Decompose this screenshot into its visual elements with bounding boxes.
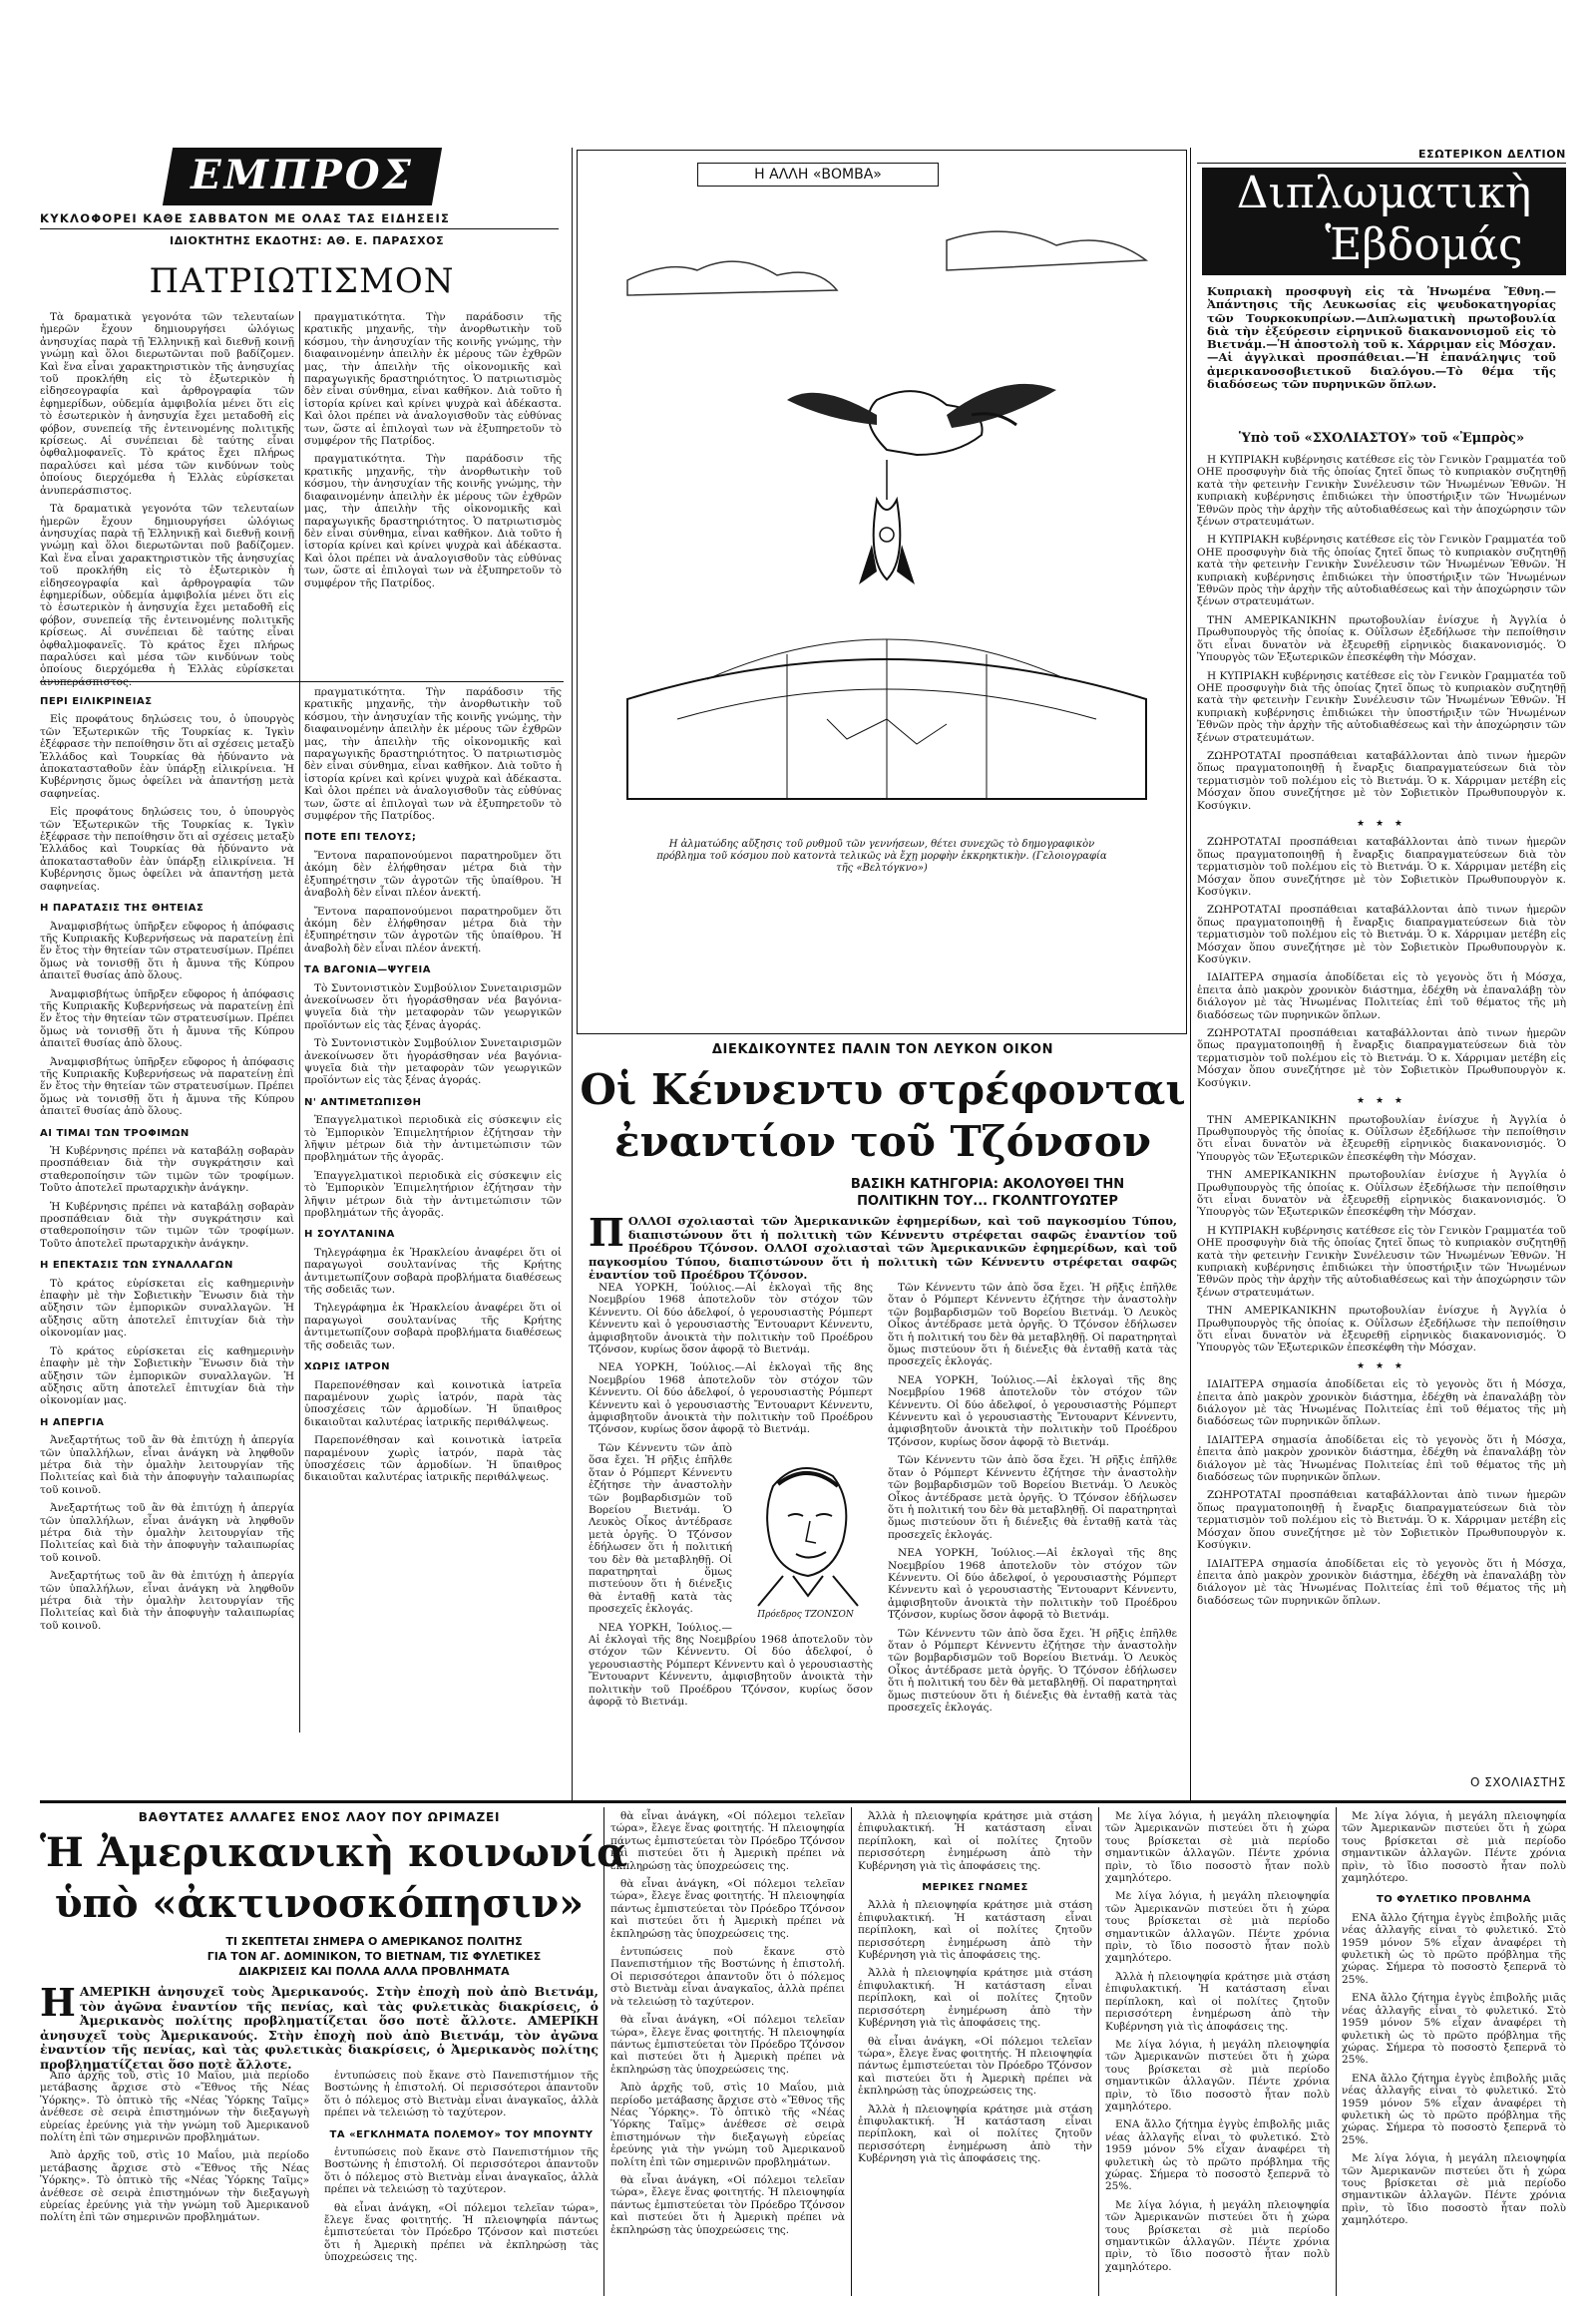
kennedy-headline-1: Οἱ Κέννεντυ στρέφονται xyxy=(580,1065,1186,1114)
mid-briefs-column xyxy=(304,686,562,1733)
kennedy-lead xyxy=(589,1210,1177,1282)
brief-text-4b: Τὸ κράτος εὑρίσκεται εἰς καθημερινὴν ἐπαφὴν μὲ τὴν Σοβιετικὴν Ἕνωσιν διὰ τὴν αὔξησιν τῶν ἐμπορικῶν συναλλαγῶν. Ἡ αὔξησις αὕτη ἀποτελεῖ ἐπιτυχίαν διὰ τὴν οἰκονομίαν μας. xyxy=(40,1344,294,1407)
diplomatic-p2b: ΖΩΗΡΟΤΑΤΑΙ προσπάθειαι καταβάλλονται ἀπὸ τινων ἡμερῶν ὅπως πραγματοποιηθῇ ἡ ἔναρξις διαπραγματεύσεων διὰ τὸν τερματισμὸν τοῦ πολέμου εἰς τὸ Βιετνάμ. Ὁ κ. Χάρριμαν μετέβη εἰς Μόσχαν ὅπου συνεζήτησε μὲ τὸν Σοβιετικὸν Πρωθυπουργὸν κ. Κοσύγκιν. xyxy=(1197,904,1566,966)
kennedy-headline-2: ἐναντίον τοῦ Τζόνσον xyxy=(614,1117,1151,1166)
brief-head-3: ΑΙ ΤΙΜΑΙ ΤΩΝ ΤΡΟΦΙΜΩΝ xyxy=(40,1127,190,1139)
brief-head-2: Η ΠΑΡΑΤΑΣΙΣ ΤΗΣ ΘΗΤΕΙΑΣ xyxy=(40,903,204,915)
america-text-5d: Με λίγα λόγια, ἡ μεγάλη πλειοψηφία τῶν Ἀμερικανῶν πιστεύει ὅτι ἡ χώρα τους βρίσκεται σὲ μιὰ περίοδο σημαντικῶν ἀλλαγῶν. Πέντε χρόνια πρὶν, τὸ ἴδιο ποσοστὸ ἦταν πολὺ χαμηλότερο. xyxy=(1105,2038,1330,2112)
kennedy-text-2b: ΝΕΑ ΥΟΡΚΗ, Ἰούλιος.—Αἱ ἐκλογαὶ τῆς 8ης Νοεμβρίου 1968 ἀποτελοῦν τὸν στόχον τῶν Κέννεντυ. Οἱ δύο ἀδελφοί, ὁ γερουσιαστὴς Ρόμπερτ Κέννεντυ καὶ ὁ γερουσιαστὴς Ἔντουαρντ Κέννεντυ, ἀμφισβητοῦν ἀνοικτὰ τὴν πολιτικὴν τοῦ Προέδρου Τζόνσον, κυρίως ὅσον ἀφορᾷ τὸ Βιετνάμ. xyxy=(888,1373,1177,1448)
portrait-caption: Πρόεδρος ΤΖΟΝΣΟΝ xyxy=(757,1610,854,1621)
america-text-4d: θὰ εἶναι ἀνάγκη, «Οἱ πόλεμοι τελεῖαν τώρα», ἔλεγε ἕνας φοιτητής. Ἡ πλειοψηφία πάντως ἐμπιστεύεται τὸν Πρόεδρο Τζόνσον καὶ πιστεύει ὅτι ἡ Ἀμερικὴ πρέπει νὰ ἐκπληρώσῃ τὰς ὑποχρεώσεις της. xyxy=(858,2035,1092,2098)
cartoon-drawing xyxy=(588,200,1174,819)
america-text-2: ἐντυπώσεις ποὺ ἔκανε στὸ Πανεπιστήμιον τῆς Βοστώνης ἡ ἐπιστολή. Οἱ περισσότεροι ἀπαντοῦν ὅτι ὁ πόλεμος στὸ Βιετνὰμ εἶναι ἀναγκαῖος, ἀλλὰ πρέπει νὰ τελειώσῃ τὸ ταχύτερον. xyxy=(324,2070,598,2119)
kennedy-text-2c: Τῶν Κέννεντυ τῶν ἀπὸ ὅσα ἔχει. Ἡ ρῆξις ἐπῆλθε ὅταν ὁ Ρόμπερτ Κέννεντυ ἐζήτησε τὴν ἀναστολὴν τῶν βομβαρδισμῶν τοῦ Βορείου Βιετνάμ. Ὁ Λευκὸς Οἶκος ἀντέδρασε μετὰ ὀργῆς. Ὁ Τζόνσον ἐδήλωσεν ὅτι ἡ πολιτική του δὲν θὰ μεταβληθῇ. Οἱ παρατηρηταὶ ὅμως πιστεύουν ὅτι ἡ διένεξις θὰ ἐνταθῇ κατὰ τὰς προσεχεῖς ἐκλογάς. xyxy=(888,1454,1177,1541)
america-text-3b: θὰ εἶναι ἀνάγκη, «Οἱ πόλεμοι τελεῖαν τώρα», ἔλεγε ἕνας φοιτητής. Ἡ πλειοψηφία πάντως ἐμπιστεύεται τὸν Πρόεδρο Τζόνσον καὶ πιστεύει ὅτι ἡ Ἀμερικὴ πρέπει νὰ ἐκπληρώσῃ τὰς ὑποχρεώσεις της. xyxy=(610,1878,845,1940)
diplomatic-p4b: ΙΔΙΑΙΤΕΡΑ σημασία ἀποδίδεται εἰς τὸ γεγονὸς ὅτι ἡ Μόσχα, ἐπειτα ἀπὸ μακρὸν χρονικὸν διάστημα, ἐδέχθη νὰ ἐπαναλάβῃ τὸν διάλογον μὲ τὰς Ἡνωμένας Πολιτείας ἐπὶ τοῦ θέματος τῆς μὴ διαδόσεως τῶν πυρηνικῶν ὅπλων. xyxy=(1197,1433,1566,1484)
kennedy-dropcap: Π xyxy=(589,1210,624,1255)
america-text-5: Με λίγα λόγια, ἡ μεγάλη πλειοψηφία τῶν Ἀμερικανῶν πιστεύει ὅτι ἡ χώρα τους βρίσκεται σὲ μιὰ περίοδο σημαντικῶν ἀλλαγῶν. Πέντε χρόνια πρὶν, τὸ ἴδιο ποσοστὸ ἦταν πολὺ χαμηλότερο. xyxy=(1105,1810,1330,1885)
america-subhead-1: ΤΙ ΣΚΕΠΤΕΤΑΙ ΣΗΜΕΡΑ Ο ΑΜΕΡΙΚΑΝΟΣ ΠΟΛΙΤΗΣ xyxy=(225,1935,523,1948)
editorial-col-2 xyxy=(304,311,562,675)
mid-brief-head-4: Η ΣΟΥΛΤΑΝΙΝΑ xyxy=(304,1229,395,1241)
america-dropcap: Η xyxy=(40,1980,76,2025)
mid-brief-text-1b: Ἔντονα παραπονούμενοι παρατηροῦμεν ὅτι ἀκόμη δὲν ἐλήφθησαν μέτρα διὰ τὴν ἐξυπηρέτησιν τῶν ἀγροτῶν τῆς ὑπαίθρου. Ἡ ἀναβολὴ δὲν εἶναι πλέον ἀνεκτή. xyxy=(304,905,562,955)
america-text-3c: ἐντυπώσεις ποὺ ἔκανε στὸ Πανεπιστήμιον τῆς Βοστώνης ἡ ἐπιστολή. Οἱ περισσότεροι ἀπαντοῦν ὅτι ὁ πόλεμος στὸ Βιετνὰμ εἶναι ἀναγκαῖος, ἀλλὰ πρέπει νὰ τελειώσῃ τὸ ταχύτερον. xyxy=(610,1946,845,2008)
brief-text-4: Τὸ κράτος εὑρίσκεται εἰς καθημερινὴν ἐπαφὴν μὲ τὴν Σοβιετικὴν Ἕνωσιν διὰ τὴν αὔξησιν τῶν ἐμπορικῶν συναλλαγῶν. Ἡ αὔξησις αὕτη ἀποτελεῖ ἐπιτυχίαν διὰ τὴν οἰκονομίαν μας. xyxy=(40,1277,294,1340)
editorial-text-1b: Τὰ δραματικὰ γεγονότα τῶν τελευταίων ἡμερῶν ἔχουν δημιουργήσει ὡλόγιως ἀνησυχίας παρὰ τῇ Ἑλληνικῇ καὶ διεθνῇ κοινῇ γνώμῃ καὶ ὅλοι διερωτῶνται ποῦ βαδίζομεν. Καὶ ἕνα εἶναι χαρακτηριστικὸν τῆς ἀνησυχίας τοῦ προκλήθη εἰς τὸ ἐξωτερικὸν ἡ εἰδησεογραφία καὶ ἀρθρογραφία τῶν ἐφημερίδων, οὐδεμία ἀμφιβολία μένει ὅτι εἰς τὸ ἐσωτερικὸν ἡ ἀνησυχία ἔχει μεταδοθῆ εἰς φόβον, συνεπείᾳ τῆς ἐντεινομένης πολιτικῆς κρίσεως. Αἱ συνέπειαι δὲ ταύτης εἶναι ὀφθαλμοφανεῖς. Τὸ κράτος ἔχει πλήρως παραλύσει καὶ μέσα τῶν κινδύνων τοὺς ὁποίους διερχόμεθα ἡ Ἑλλὰς εὑρίσκεται ἀνυπεράσπιστος. xyxy=(40,503,294,688)
brief-text-2: Ἀναμφισβήτως ὑπῆρξεν εὔφορος ἡ ἀπόφασις τῆς Κυπριακῆς Κυβερνήσεως νὰ παρατείνῃ ἐπὶ ἕν ἔτος τὴν θητείαν τῶν στρατευσίμων. Πρέπει ὅμως νὰ τονισθῇ ὅτι ἡ ἄμυνα τῆς Κύπρου ἀπαιτεῖ θυσίας ἀπὸ ὅλους. xyxy=(40,920,294,982)
diplomatic-p3c: Η ΚΥΠΡΙΑΚΗ κυβέρνησις κατέθεσε εἰς τὸν Γενικὸν Γραμματέα τοῦ ΟΗΕ προσφυγὴν διὰ τῆς ὁποίας ζητεῖ ὅπως τὸ κυπριακὸν συζητηθῇ κατὰ τὴν φετεινὴν Γενικὴν Συνέλευσιν τῶν Ἡνωμένων Ἐθνῶν. Ἡ κυπριακὴ κυβέρνησις ἐπιδιώκει τὴν ὑποστήριξιν τῶν Ἡνωμένων Ἐθνῶν πρὸς τὴν ἀρχὴν τῆς αὐτοδιαθέσεως καὶ τὴν ἀποχώρησιν τῶν ξένων στρατευμάτων. xyxy=(1197,1224,1566,1299)
america-col2-head: ΤΑ «ΕΓΚΛΗΜΑΤΑ ΠΟΛΕΜΟΥ» ΤΟΥ ΜΠΟΥΝΤΥ xyxy=(329,2128,594,2140)
kennedy-text-2e: Τῶν Κέννεντυ τῶν ἀπὸ ὅσα ἔχει. Ἡ ρῆξις ἐπῆλθε ὅταν ὁ Ρόμπερτ Κέννεντυ ἐζήτησε τὴν ἀναστολὴν τῶν βομβαρδισμῶν τοῦ Βορείου Βιετνάμ. Ὁ Λευκὸς Οἶκος ἀντέδρασε μετὰ ὀργῆς. Ὁ Τζόνσον ἐδήλωσεν ὅτι ἡ πολιτική του δὲν θὰ μεταβληθῇ. Οἱ παρατηρηταὶ ὅμως πιστεύουν ὅτι ἡ διένεξις θὰ ἐνταθῇ κατὰ τὰς προσεχεῖς ἐκλογάς. xyxy=(888,1627,1177,1714)
editorial-text-2b: πραγματικότητα. Τὴν παράδοσιν τῆς κρατικῆς μηχανῆς, τὴν ἀνορθωτικὴν τοῦ κόσμου, τὴν ἀνησυχίαν τῆς κοινῆς γνώμης, τὴν διαφαινομένην ἀπειλὴν ἐκ μέρους τῶν ἐχθρῶν μας, τὴν ἀπειλὴν τῆς οἰκονομικῆς καὶ παραγωγικῆς δραστηριότητος. Ὁ πατριωτισμὸς δὲν εἶναι σύνθημα, εἶναι καθῆκον. Διὰ τοῦτο ἡ ἰστορία κρίνει καὶ κρίνει ψυχρὰ καὶ ἀδέκαστα. Καὶ ὁλοι πρέπει νὰ ἀναλογισθοῦν τὰς εὐθύνας των, ὥστε αἱ ἐπιλογαὶ των νὰ ἐξυπηρετοῦν τὸ συμφέρον τῆς Πατρίδος. xyxy=(304,453,562,589)
brief-text-1: Εἰς προφάτους δηλώσεις του, ὁ ὑπουργὸς τῶν Ἐξωτερικῶν τῆς Τουρκίας κ. Ἰγκὶν ἐξέφρασε τὴν πεποίθησιν ὅτι αἱ σχέσεις μεταξὺ Ἑλλάδος καὶ Τουρκίας θὰ ἠδύναντο νὰ ἀποκατασταθοῦν ἐὰν ὑπάρξῃ εἰλικρίνεια. Ἡ Κυβέρνησις ὅμως ὀφείλει νὰ ἀπαντήσῃ μετὰ σαφηνείας. xyxy=(40,713,294,800)
america-text-4e: Ἀλλὰ ἡ πλειοψηφία κράτησε μιὰ στάση ἐπιφυλακτική. Ἡ κατάσταση εἶναι περίπλοκη, καὶ οἱ πολίτες ζητοῦν περισσότερη ἐνημέρωση ἀπὸ τὴν Κυβέρνηση γιὰ τὶς ἀποφάσεις της. xyxy=(858,2103,1092,2165)
kennedy-kicker: ΔΙΕΚΔΙΚΟΥΝΤΕΣ ΠΑΛΙΝ ΤΟΝ ΛΕΥΚΟΝ ΟΙΚΟΝ xyxy=(711,1042,1054,1057)
diplomatic-p3b: ΤΗΝ ΑΜΕΡΙΚΑΝΙΚΗΝ πρωτοβουλίαν ἐνίσχυε ἡ Ἀγγλία ὁ Πρωθυπουργὸς τῆς ὁποίας κ. Οὐΐλσων ἐξεδήλωσε τὴν πεποίθησιν ὅτι εἶναι δυνατὸν νὰ ἐξευρεθῇ εἰρηνικὸς διακανονισμός. Ὁ Ὑπουργὸς τῶν Ἐξωτερικῶν ἐπεσκέφθη τὴν Μόσχαν. xyxy=(1197,1169,1566,1219)
brief-text-2c: Ἀναμφισβήτως ὑπῆρξεν εὔφορος ἡ ἀπόφασις τῆς Κυπριακῆς Κυβερνήσεως νὰ παρατείνῃ ἐπὶ ἕν ἔτος τὴν θητείαν τῶν στρατευσίμων. Πρέπει ὅμως νὰ τονισθῇ ὅτι ἡ ἄμυνα τῆς Κύπρου ἀπαιτεῖ θυσίας ἀπὸ ὅλους. xyxy=(40,1055,294,1118)
america-text-2c: θὰ εἶναι ἀνάγκη, «Οἱ πόλεμοι τελεῖαν τώρα», ἔλεγε ἕνας φοιτητής. Ἡ πλειοψηφία πάντως ἐμπιστεύεται τὸν Πρόεδρο Τζόνσον καὶ πιστεύει ὅτι ἡ Ἀμερικὴ πρέπει νὰ ἐκπληρώσῃ τὰς ὑποχρεώσεις της. xyxy=(324,2201,598,2264)
diplomatic-title-2: Ἑβδομάς xyxy=(1325,219,1523,270)
kennedy-col-2 xyxy=(888,1282,1177,1800)
separator-stars-2: ★ ★ ★ xyxy=(1357,1096,1406,1107)
diplomatic-p4: ΙΔΙΑΙΤΕΡΑ σημασία ἀποδίδεται εἰς τὸ γεγονὸς ὅτι ἡ Μόσχα, ἐπειτα ἀπὸ μακρὸν χρονικὸν διάστημα, ἐδέχθη νὰ ἐπαναλάβῃ τὸν διάλογον μὲ τὰς Ἡνωμένας Πολιτείας ἐπὶ τοῦ θέματος τῆς μὴ διαδόσεως τῶν πυρηνικῶν ὅπλων. xyxy=(1197,1378,1566,1428)
kennedy-text-1d: ΝΕΑ ΥΟΡΚΗ, Ἰούλιος.—Αἱ ἐκλογαὶ τῆς 8ης Νοεμβρίου 1968 ἀποτελοῦν τὸν στόχον τῶν Κέννεντυ. Οἱ δύο ἀδελφοί, ὁ γερουσιαστὴς Ρόμπερτ Κέννεντυ καὶ ὁ γερουσιαστὴς Ἔντουαρντ Κέννεντυ, ἀμφισβητοῦν ἀνοικτὰ τὴν πολιτικὴν τοῦ Προέδρου Τζόνσον, κυρίως ὅσον ἀφορᾷ τὸ Βιετνάμ. xyxy=(589,1621,873,1708)
diplomatic-p3: ΤΗΝ ΑΜΕΡΙΚΑΝΙΚΗΝ πρωτοβουλίαν ἐνίσχυε ἡ Ἀγγλία ὁ Πρωθυπουργὸς τῆς ὁποίας κ. Οὐΐλσων ἐξεδήλωσε τὴν πεποίθησιν ὅτι εἶναι δυνατὸν νὰ ἐξευρεθῇ εἰρηνικὸς διακανονισμός. Ὁ Ὑπουργὸς τῶν Ἐξωτερικῶν ἐπεσκέφθη τὴν Μόσχαν. xyxy=(1197,1113,1566,1163)
diplomatic-p1e: ΖΩΗΡΟΤΑΤΑΙ προσπάθειαι καταβάλλονται ἀπὸ τινων ἡμερῶν ὅπως πραγματοποιηθῇ ἡ ἔναρξις διαπραγματεύσεων διὰ τὸν τερματισμὸν τοῦ πολέμου εἰς τὸ Βιετνάμ. Ὁ κ. Χάρριμαν μετέβη εἰς Μόσχαν ὅπου συνεζήτησε μὲ τὸν Σοβιετικὸν Πρωθυπουργὸν κ. Κοσύγκιν. xyxy=(1197,749,1566,812)
america-subhead-3: ΔΙΑΚΡΙΣΕΙΣ ΚΑΙ ΠΟΛΛΑ ΑΛΛΑ ΠΡΟΒΛΗΜΑΤΑ xyxy=(238,1965,510,1978)
america-col-4 xyxy=(858,1810,1092,2294)
brief-text-1b: Εἰς προφάτους δηλώσεις του, ὁ ὑπουργὸς τῶν Ἐξωτερικῶν τῆς Τουρκίας κ. Ἰγκὶν ἐξέφρασε τὴν πεποίθησιν ὅτι αἱ σχέσεις μεταξὺ Ἑλλάδος καὶ Τουρκίας θὰ ἠδύναντο νὰ ἀποκατασταθοῦν ἐὰν ὑπάρξῃ εἰλικρίνεια. Ἡ Κυβέρνησις ὅμως ὀφείλει νὰ ἀπαντήσῃ μετὰ σαφηνείας. xyxy=(40,806,294,893)
mid-brief-head-1: ΠΟΤΕ ΕΠΙ ΤΕΛΟΥΣ; xyxy=(304,832,417,844)
america-col-2 xyxy=(324,2070,598,2294)
america-lead-text: ΑΜΕΡΙΚΗ ἀνησυχεῖ τοὺς Ἀμερικανούς. Στὴν ἐποχὴ ποὺ ἀπὸ Βιετνάμ, τὸν ἀγῶνα ἐναντίον τῆς πενίας, καὶ τὰς φυλετικὰς διακρίσεις, ὁ Ἀμερικανὸς πολίτης προβληματίζεται ὅσο ποτὲ ἄλλοτε. xyxy=(79,1984,598,2028)
mid-brief-head-3: Ν' ΑΝΤΙΜΕΤΩΠΙΣΘΗ xyxy=(304,1096,422,1108)
masthead-publisher: ΙΔΙΟΚΤΗΤΗΣ ΕΚΔΟΤΗΣ: ΑΘ. Ε. ΠΑΡΑΣΧΟΣ xyxy=(170,234,445,247)
johnson-portrait-drawing xyxy=(738,1446,873,1606)
diplomatic-p1b: Η ΚΥΠΡΙΑΚΗ κυβέρνησις κατέθεσε εἰς τὸν Γενικὸν Γραμματέα τοῦ ΟΗΕ προσφυγὴν διὰ τῆς ὁποίας ζητεῖ ὅπως τὸ κυπριακὸν συζητηθῇ κατὰ τὴν φετεινὴν Γενικὴν Συνέλευσιν τῶν Ἡνωμένων Ἐθνῶν. Ἡ κυπριακὴ κυβέρνησις ἐπιδιώκει τὴν ὑποστήριξιν τῶν Ἡνωμένων Ἐθνῶν πρὸς τὴν ἀρχὴν τῆς αὐτοδιαθέσεως καὶ τὴν ἀποχώρησιν τῶν ξένων στρατευμάτων. xyxy=(1197,534,1566,608)
america-text-3e: Ἀπὸ ἀρχῆς τοῦ, στὶς 10 Μαΐου, μιὰ περίοδο μετάβασης ἄρχισε στὸ «Ἔθνος τῆς Νέας Ὑόρκης». Τὸ ὀπτικὸ τῆς «Νέας Ὑόρκης Ταῖμς» ἀνέθεσε σὲ σειρὰ ἐπιστημόνων τὴν διεξαγωγὴ εὐρείας ἐρεύνης γιὰ τὴν γνώμη τοῦ Ἀμερικανοῦ πολίτη ἐπὶ τῶν σημερινῶν προβλημάτων. xyxy=(610,2082,845,2168)
mid-brief-text-4b: Τηλεγράφημα ἐκ Ἡρακλείου ἀναφέρει ὅτι οἱ παραγωγοὶ σουλτανίνας τῆς Κρήτης ἀντιμετωπίζουν σοβαρὰ προβλήματα διαθέσεως τῆς σοδειᾶς των. xyxy=(304,1302,562,1351)
america-text-4: Ἀλλὰ ἡ πλειοψηφία κράτησε μιὰ στάση ἐπιφυλακτική. Ἡ κατάσταση εἶναι περίπλοκη, καὶ οἱ πολίτες ζητοῦν περισσότερη ἐνημέρωση ἀπὸ τὴν Κυβέρνηση γιὰ τὶς ἀποφάσεις της. xyxy=(858,1810,1092,1872)
kennedy-col-1 xyxy=(589,1282,873,1800)
america-text-5c: Ἀλλὰ ἡ πλειοψηφία κράτησε μιὰ στάση ἐπιφυλακτική. Ἡ κατάσταση εἶναι περίπλοκη, καὶ οἱ πολίτες ζητοῦν περισσότερη ἐνημέρωση ἀπὸ τὴν Κυβέρνηση γιὰ τὶς ἀποφάσεις της. xyxy=(1105,1970,1330,2033)
diplomatic-p1c: ΤΗΝ ΑΜΕΡΙΚΑΝΙΚΗΝ πρωτοβουλίαν ἐνίσχυε ἡ Ἀγγλία ὁ Πρωθυπουργὸς τῆς ὁποίας κ. Οὐΐλσων ἐξεδήλωσε τὴν πεποίθησιν ὅτι εἶναι δυνατὸν νὰ ἐξευρεθῇ εἰρηνικὸς διακανονισμός. Ὁ Ὑπουργὸς τῶν Ἐξωτερικῶν ἐπεσκέφθη τὴν Μόσχαν. xyxy=(1197,613,1566,664)
diplomatic-p3d: ΤΗΝ ΑΜΕΡΙΚΑΝΙΚΗΝ πρωτοβουλίαν ἐνίσχυε ἡ Ἀγγλία ὁ Πρωθυπουργὸς τῆς ὁποίας κ. Οὐΐλσων ἐξεδήλωσε τὴν πεποίθησιν ὅτι εἶναι δυνατὸν νὰ ἐξευρεθῇ εἰρηνικὸς διακανονισμός. Ὁ Ὑπουργὸς τῶν Ἐξωτερικῶν ἐπεσκέφθη τὴν Μόσχαν. xyxy=(1197,1305,1566,1354)
editorial-text-1: Τὰ δραματικὰ γεγονότα τῶν τελευταίων ἡμερῶν ἔχουν δημιουργήσει ὡλόγιως ἀνησυχίας παρὰ τῇ Ἑλληνικῇ καὶ διεθνῇ κοινῇ γνώμῃ καὶ ὅλοι διερωτῶνται ποῦ βαδίζομεν. Καὶ ἕνα εἶναι χαρακτηριστικὸν τῆς ἀνησυχίας τοῦ προκλήθη εἰς τὸ ἐξωτερικὸν ἡ εἰδησεογραφία καὶ ἀρθρογραφία τῶν ἐφημερίδων, οὐδεμία ἀμφιβολία μένει ὅτι εἰς τὸ ἐσωτερικὸν ἡ ἀνησυχία ἔχει μεταδοθῆ εἰς φόβον, συνεπείᾳ τῆς ἐντεινομένης πολιτικῆς κρίσεως. Αἱ συνέπειαι δὲ ταύτης εἶναι ὀφθαλμοφανεῖς. Τὸ κράτος ἔχει πλήρως παραλύσει καὶ μέσα τῶν κινδύνων τοὺς ὁποίους διερχόμεθα ἡ Ἑλλὰς εὑρίσκεται ἀνυπεράσπιστος. xyxy=(40,311,294,497)
mid-brief-text-2b: Τὸ Συντονιστικὸν Συμβούλιον Συνεταιρισμῶν ἀνεκοίνωσεν ὅτι ἠγοράσθησαν νέα βαγόνια-ψυγεῖα διὰ τὴν μεταφορὰν τῶν γεωργικῶν προϊόντων εἰς τὰς ξένας ἀγοράς. xyxy=(304,1037,562,1087)
america-text-3: θὰ εἶναι ἀνάγκη, «Οἱ πόλεμοι τελεῖαν τώρα», ἔλεγε ἕνας φοιτητής. Ἡ πλειοψηφία πάντως ἐμπιστεύεται τὸν Πρόεδρο Τζόνσον καὶ πιστεύει ὅτι ἡ Ἀμερικὴ πρέπει νὰ ἐκπληρώσῃ τὰς ὑποχρεώσεις της. xyxy=(610,1810,845,1872)
masthead-logo-text: ΕΜΠΡΟΣ xyxy=(191,152,414,198)
america-text-6b: ΕΝΑ ἄλλο ζήτημα ἐγγὺς ἐπιβολῆς μιᾶς νέας ἀλλαγῆς εἶναι τὸ φυλετικό. Στὸ 1959 μόνον 5% εἶχαν ἀναφέρει τὴ φυλετικὴ ὡς τὸ πρῶτο πρόβλημα τῆς χώρας. Σήμερα τὸ ποσοστὸ ξεπερνᾶ τὸ 25%. xyxy=(1342,1992,1566,2067)
cartoon-label: Η ΑΛΛΗ «ΒΟΜΒΑ» xyxy=(697,163,939,187)
kennedy-text-2d: ΝΕΑ ΥΟΡΚΗ, Ἰούλιος.—Αἱ ἐκλογαὶ τῆς 8ης Νοεμβρίου 1968 ἀποτελοῦν τὸν στόχον τῶν Κέννεντυ. Οἱ δύο ἀδελφοί, ὁ γερουσιαστὴς Ρόμπερτ Κέννεντυ καὶ ὁ γερουσιαστὴς Ἔντουαρντ Κέννεντυ, ἀμφισβητοῦν ἀνοικτὰ τὴν πολιτικὴν τοῦ Προέδρου Τζόνσον, κυρίως ὅσον ἀφορᾷ τὸ Βιετνάμ. xyxy=(888,1547,1177,1622)
mid-brief-text-2: Τὸ Συντονιστικὸν Συμβούλιον Συνεταιρισμῶν ἀνεκοίνωσεν ὅτι ἠγοράσθησαν νέα βαγόνια-ψυγεῖα διὰ τὴν μεταφορὰν τῶν γεωργικῶν προϊόντων εἰς τὰς ξένας ἀγοράς. xyxy=(304,981,562,1031)
brief-head-1: ΠΕΡΙ ΕΙΛΙΚΡΙΝΕΙΑΣ xyxy=(40,696,153,707)
mid-brief-text-5b: Παρεπονέθησαν καὶ κοινοτικὰ ἰατρεῖα παραμένουν χωρὶς ἰατρόν, παρὰ τὰς ὑποσχέσεις τῶν ἁρμοδίων. Ἡ ὕπαιθρος δικαιοῦται καλυτέρας ἰατρικῆς περιθάλψεως. xyxy=(304,1434,562,1484)
editorial-text-2: πραγματικότητα. Τὴν παράδοσιν τῆς κρατικῆς μηχανῆς, τὴν ἀνορθωτικὴν τοῦ κόσμου, τὴν ἀνησυχίαν τῆς κοινῆς γνώμης, τὴν διαφαινομένην ἀπειλὴν ἐκ μέρους τῶν ἐχθρῶν μας, τὴν ἀπειλὴν τῆς οἰκονομικῆς καὶ παραγωγικῆς δραστηριότητος. Ὁ πατριωτισμὸς δὲν εἶναι σύνθημα, εἶναι καθῆκον. Διὰ τοῦτο ἡ ἰστορία κρίνει καὶ κρίνει ψυχρὰ καὶ ἀδέκαστα. Καὶ ὁλοι πρέπει νὰ ἀναλογισθοῦν τὰς εὐθύνας των, ὥστε αἱ ἐπιλογαὶ των νὰ ἐξυπηρετοῦν τὸ συμφέρον τῆς Πατρίδος. xyxy=(304,311,562,448)
brief-text-2b: Ἀναμφισβήτως ὑπῆρξεν εὔφορος ἡ ἀπόφασις τῆς Κυπριακῆς Κυβερνήσεως νὰ παρατείνῃ ἐπὶ ἕν ἔτος τὴν θητείαν τῶν στρατευσίμων. Πρέπει ὅμως νὰ τονισθῇ ὅτι ἡ ἄμυνα τῆς Κύπρου ἀπαιτεῖ θυσίας ἀπὸ ὅλους. xyxy=(40,987,294,1050)
brief-text-5: Ἀνεξαρτήτως τοῦ ἂν θὰ ἐπιτύχῃ ἡ ἀπεργία τῶν ὑπαλλήλων, εἶναι ἀνάγκη νὰ ληφθοῦν μέτρα διὰ τὴν ὁμαλὴν λειτουργίαν τῆς Πολιτείας καὶ διὰ τὴν ἀποφυγὴν ταλαιπωρίας τοῦ κοινοῦ. xyxy=(40,1434,294,1496)
diplomatic-title-1: Διπλωματικὴ xyxy=(1236,168,1532,218)
america-text-4b: Ἀλλὰ ἡ πλειοψηφία κράτησε μιὰ στάση ἐπιφυλακτική. Ἡ κατάσταση εἶναι περίπλοκη, καὶ οἱ πολίτες ζητοῦν περισσότερη ἐνημέρωση ἀπὸ τὴν Κυβέρνηση γιὰ τὶς ἀποφάσεις της. xyxy=(858,1899,1092,1962)
mid-brief-text-3b: Ἐπαγγελματικοὶ περιοδικὰ εἰς σύσκεψιν εἰς τὸ Ἐμπορικὸν Ἐπιμελητήριον ἐζήτησαν τὴν λῆψιν μέτρων διὰ τὴν ἀντιμετώπισιν τῶν προβλημάτων τῆς ἀγορᾶς. xyxy=(304,1169,562,1220)
separator-stars-1: ★ ★ ★ xyxy=(1357,818,1406,829)
america-headline-1: Ἡ Ἀμερικανικὴ κοινωνία xyxy=(40,1829,627,1876)
diplomatic-p2d: ΖΩΗΡΟΤΑΤΑΙ προσπάθειαι καταβάλλονται ἀπὸ τινων ἡμερῶν ὅπως πραγματοποιηθῇ ἡ ἔναρξις διαπραγματεύσεων διὰ τὸν τερματισμὸν τοῦ πολέμου εἰς τὸ Βιετνάμ. Ὁ κ. Χάρριμαν μετέβη εἰς Μόσχαν ὅπου συνεζήτησε μὲ τὸν Σοβιετικὸν Πρωθυπουργὸν κ. Κοσύγκιν. xyxy=(1197,1027,1566,1089)
brief-text-5b: Ἀνεξαρτήτως τοῦ ἂν θὰ ἐπιτύχῃ ἡ ἀπεργία τῶν ὑπαλλήλων, εἶναι ἀνάγκη νὰ ληφθοῦν μέτρα διὰ τὴν ὁμαλὴν λειτουργίαν τῆς Πολιτείας καὶ διὰ τὴν ἀποφυγὴν ταλαιπωρίας τοῦ κοινοῦ. xyxy=(40,1502,294,1564)
brief-head-5: Η ΑΠΕΡΓΙΑ xyxy=(40,1416,105,1428)
america-subhead-2: ΓΙΑ ΤΟΝ ΑΓ. ΔΟΜΙΝΙΚΟΝ, ΤΟ ΒΙΕΤΝΑΜ, ΤΙΣ ΦΥΛΕΤΙΚΕΣ xyxy=(206,1950,542,1963)
mid-brief-head-2: ΤΑ ΒΑΓΟΝΙΑ—ΨΥΓΕΙΑ xyxy=(304,964,432,976)
america-kicker: ΒΑΘΥΤΑΤΕΣ ΑΛΛΑΓΕΣ ΕΝΟΣ ΛΑΟΥ ΠΟΥ ΩΡΙΜΑΖΕΙ xyxy=(138,1810,501,1824)
kennedy-subhead-2: ΠΟΛΙΤΙΚΗΝ ΤΟΥ... ΓΚΟΛΝΤΓΟΥΩΤΕΡ xyxy=(857,1194,1118,1209)
mid-brief-head-5: ΧΩΡΙΣ ΙΑΤΡΟΝ xyxy=(304,1361,391,1373)
america-text-5b: Με λίγα λόγια, ἡ μεγάλη πλειοψηφία τῶν Ἀμερικανῶν πιστεύει ὅτι ἡ χώρα τους βρίσκεται σὲ μιὰ περίοδο σημαντικῶν ἀλλαγῶν. Πέντε χρόνια πρὶν, τὸ ἴδιο ποσοστὸ ἦταν πολὺ χαμηλότερο. xyxy=(1105,1890,1330,1965)
left-briefs-column xyxy=(40,686,294,1733)
mid-brief-text-1: Ἔντονα παραπονούμενοι παρατηροῦμεν ὅτι ἀκόμη δὲν ἐλήφθησαν μέτρα διὰ τὴν ἐξυπηρέτησιν τῶν ἀγροτῶν τῆς ὑπαίθρου. Ἡ ἀναβολὴ δὲν εἶναι πλέον ἀνεκτή. xyxy=(304,849,562,900)
america-text-4c: Ἀλλὰ ἡ πλειοψηφία κράτησε μιὰ στάση ἐπιφυλακτική. Ἡ κατάσταση εἶναι περίπλοκη, καὶ οἱ πολίτες ζητοῦν περισσότερη ἐνημέρωση ἀπὸ τὴν Κυβέρνηση γιὰ τὶς ἀποφάσεις της. xyxy=(858,1967,1092,2030)
kennedy-text-1: ΝΕΑ ΥΟΡΚΗ, Ἰούλιος.—Αἱ ἐκλογαὶ τῆς 8ης Νοεμβρίου 1968 ἀποτελοῦν τὸν στόχον τῶν Κέννεντυ. Οἱ δύο ἀδελφοί, ὁ γερουσιαστὴς Ρόμπερτ Κέννεντυ καὶ ὁ γερουσιαστὴς Ἔντουαρντ Κέννεντυ, ἀμφισβητοῦν ἀνοικτὰ τὴν πολιτικὴν τοῦ Προέδρου Τζόνσον, κυρίως ὅσον ἀφορᾷ τὸ Βιετνάμ. xyxy=(589,1282,873,1356)
diplomatic-signature: Ο ΣΧΟΛΙΑΣΤΗΣ xyxy=(1470,1775,1566,1789)
cartoon-caption: Η ἀλματώδης αὔξησις τοῦ ρυθμοῦ τῶν γεννήσεων, θέτει συνεχῶς τὸ δημογραφικὸν πρόβλημα τοῦ κόσμου ποὺ κατοντὰ τελικῶς νὰ ἔχῃ μορφὴν ἐκκρηκτικὴν. (Γελοιογραφία τῆς «Βελτόγκνο») xyxy=(656,839,1107,874)
diplomatic-p1d: Η ΚΥΠΡΙΑΚΗ κυβέρνησις κατέθεσε εἰς τὸν Γενικὸν Γραμματέα τοῦ ΟΗΕ προσφυγὴν διὰ τῆς ὁποίας ζητεῖ ὅπως τὸ κυπριακὸν συζητηθῇ κατὰ τὴν φετεινὴν Γενικὴν Συνέλευσιν τῶν Ἡνωμένων Ἐθνῶν. Ἡ κυπριακὴ κυβέρνησις ἐπιδιώκει τὴν ὑποστήριξιν τῶν Ἡνωμένων Ἐθνῶν πρὸς τὴν ἀρχὴν τῆς αὐτοδιαθέσεως καὶ τὴν ἀποχώρησιν τῶν ξένων στρατευμάτων. xyxy=(1197,669,1566,744)
america-col6-head: ΤΟ ΦΥΛΕΤΙΚΟ ΠΡΟΒΛΗΜΑ xyxy=(1376,1894,1531,1906)
america-lead xyxy=(40,1980,598,2072)
america-text-5f: Με λίγα λόγια, ἡ μεγάλη πλειοψηφία τῶν Ἀμερικανῶν πιστεύει ὅτι ἡ χώρα τους βρίσκεται σὲ μιὰ περίοδο σημαντικῶν ἀλλαγῶν. Πέντε χρόνια πρὶν, τὸ ἴδιο ποσοστὸ ἦταν πολὺ χαμηλότερο. xyxy=(1105,2198,1330,2273)
diplomatic-byline: Ὑπὸ τοῦ «ΣΧΟΛΙΑΣΤΟΥ» τοῦ «Ἐμπρὸς» xyxy=(1238,431,1525,446)
america-text-6a: Με λίγα λόγια, ἡ μεγάλη πλειοψηφία τῶν Ἀμερικανῶν πιστεύει ὅτι ἡ χώρα τους βρίσκεται σὲ μιὰ περίοδο σημαντικῶν ἀλλαγῶν. Πέντε χρόνια πρὶν, τὸ ἴδιο ποσοστὸ ἦταν πολὺ χαμηλότερο. xyxy=(1342,1810,1566,1885)
kennedy-text-1c: Τῶν Κέννεντυ τῶν ἀπὸ ὅσα ἔχει. Ἡ ρῆξις ἐπῆλθε ὅταν ὁ Ρόμπερτ Κέννεντυ ἐζήτησε τὴν ἀναστολὴν τῶν βομβαρδισμῶν τοῦ Βορείου Βιετνάμ. Ὁ Λευκὸς Οἶκος ἀντέδρασε μετὰ ὀργῆς. Ὁ Τζόνσον ἐδήλωσεν ὅτι ἡ πολιτική του δὲν θὰ μεταβληθῇ. Οἱ παρατηρηταὶ ὅμως πιστεύουν ὅτι ἡ διένεξις θὰ ἐνταθῇ κατὰ τὰς προσεχεῖς ἐκλογάς. xyxy=(589,1441,732,1616)
brief-text-3b: Ἡ Κυβέρνησις πρέπει νὰ καταβάλῃ σοβαρὰν προσπάθειαν διὰ τὴν συγκράτησιν καὶ σταθεροποίησιν τῶν τιμῶν τῶν τροφίμων. Τοῦτο ἀποτελεῖ πρωταρχικὴν ἀνάγκην. xyxy=(40,1200,294,1250)
diplomatic-title-block xyxy=(1202,168,1566,275)
mid-brief-text-3: Ἐπαγγελματικοὶ περιοδικὰ εἰς σύσκεψιν εἰς τὸ Ἐμπορικὸν Ἐπιμελητήριον ἐζήτησαν τὴν λῆψιν μέτρων διὰ τὴν ἀντιμετώπισιν τῶν προβλημάτων τῆς ἀγορᾶς. xyxy=(304,1114,562,1164)
mid-brief-text-5: Παρεπονέθησαν καὶ κοινοτικὰ ἰατρεῖα παραμένουν χωρὶς ἰατρόν, παρὰ τὰς ὑποσχέσεις τῶν ἁρμοδίων. Ἡ ὕπαιθρος δικαιοῦται καλυτέρας ἰατρικῆς περιθάλψεως. xyxy=(304,1378,562,1428)
kennedy-lead-text: ΟΛΛΟΙ σχολιασταὶ τῶν Ἀμερικανικῶν ἐφημερίδων, καὶ τοῦ παγκοσμίου Τύπου, διαπιστώνουν ὅτι ἡ πολιτικὴ τῶν Κέννεντυ στρέφεται σαφῶς ἐναντίον τοῦ Προέδρου Τζόνσον. xyxy=(627,1214,1177,1255)
brief-text-5c: Ἀνεξαρτήτως τοῦ ἂν θὰ ἐπιτύχῃ ἡ ἀπεργία τῶν ὑπαλλήλων, εἶναι ἀνάγκη νὰ ληφθοῦν μέτρα διὰ τὴν ὁμαλὴν λειτουργίαν τῆς Πολιτείας καὶ διὰ τὴν ἀποφυγὴν ταλαιπωρίας τοῦ κοινοῦ. xyxy=(40,1570,294,1632)
johnson-portrait xyxy=(738,1446,873,1621)
america-col-6 xyxy=(1342,1810,1566,2294)
america-text-1: Ἀπὸ ἀρχῆς τοῦ, στὶς 10 Μαΐου, μιὰ περίοδο μετάβασης ἄρχισε στὸ «Ἔθνος τῆς Νέας Ὑόρκης». Τὸ ὀπτικὸ τῆς «Νέας Ὑόρκης Ταῖμς» ἀνέθεσε σὲ σειρὰ ἐπιστημόνων τὴν διεξαγωγὴ εὐρείας ἐρεύνης γιὰ τὴν γνώμη τοῦ Ἀμερικανοῦ πολίτη ἐπὶ τῶν σημερινῶν προβλημάτων. xyxy=(40,2070,309,2144)
kennedy-text-2: Τῶν Κέννεντυ τῶν ἀπὸ ὅσα ἔχει. Ἡ ρῆξις ἐπῆλθε ὅταν ὁ Ρόμπερτ Κέννεντυ ἐζήτησε τὴν ἀναστολὴν τῶν βομβαρδισμῶν τοῦ Βορείου Βιετνάμ. Ὁ Λευκὸς Οἶκος ἀντέδρασε μετὰ ὀργῆς. Ὁ Τζόνσον ἐδήλωσεν ὅτι ἡ πολιτική του δὲν θὰ μεταβληθῇ. Οἱ παρατηρηταὶ ὅμως πιστεύουν ὅτι ἡ διένεξις θὰ ἐνταθῇ κατὰ τὰς προσεχεῖς ἐκλογάς. xyxy=(888,1282,1177,1368)
america-col4-head: ΜΕΡΙΚΕΣ ΓΝΩΜΕΣ xyxy=(922,1882,1028,1894)
masthead-tagline: ΚΥΚΛΟΦΟΡΕΙ ΚΑΘΕ ΣΑΒΒΑΤΟΝ ΜΕ ΟΛΑΣ ΤΑΣ ΕΙΔΗΣΕΙΣ xyxy=(40,211,451,225)
diplomatic-section-label: ΕΣΩΤΕΡΙΚΟΝ ΔΕΛΤΙΟΝ xyxy=(1418,148,1566,161)
diplomatic-p1: Η ΚΥΠΡΙΑΚΗ κυβέρνησις κατέθεσε εἰς τὸν Γενικὸν Γραμματέα τοῦ ΟΗΕ προσφυγὴν διὰ τῆς ὁποίας ζητεῖ ὅπως τὸ κυπριακὸν συζητηθῇ κατὰ τὴν φετεινὴν Γενικὴν Συνέλευσιν τῶν Ἡνωμένων Ἐθνῶν. Ἡ κυπριακὴ κυβέρνησις ἐπιδιώκει τὴν ὑποστήριξιν τῶν Ἡνωμένων Ἐθνῶν πρὸς τὴν ἀρχὴν τῆς αὐτοδιαθέσεως καὶ τὴν ἀποχώρησιν τῶν ξένων στρατευμάτων. xyxy=(1197,454,1566,529)
america-text-3f: θὰ εἶναι ἀνάγκη, «Οἱ πόλεμοι τελεῖαν τώρα», ἔλεγε ἕνας φοιτητής. Ἡ πλειοψηφία πάντως ἐμπιστεύεται τὸν Πρόεδρο Τζόνσον καὶ πιστεύει ὅτι ἡ Ἀμερικὴ πρέπει νὰ ἐκπληρώσῃ τὰς ὑποχρεώσεις της. xyxy=(610,2173,845,2236)
america-text-2b: ἐντυπώσεις ποὺ ἔκανε στὸ Πανεπιστήμιον τῆς Βοστώνης ἡ ἐπιστολή. Οἱ περισσότεροι ἀπαντοῦν ὅτι ὁ πόλεμος στὸ Βιετνὰμ εἶναι ἀναγκαῖος, ἀλλὰ πρέπει νὰ τελειώσῃ τὸ ταχύτερον. xyxy=(324,2146,598,2196)
brief-text-3: Ἡ Κυβέρνησις πρέπει νὰ καταβάλῃ σοβαρὰν προσπάθειαν διὰ τὴν συγκράτησιν καὶ σταθεροποίησιν τῶν τιμῶν τῶν τροφίμων. Τοῦτο ἀποτελεῖ πρωταρχικὴν ἀνάγκην. xyxy=(40,1145,294,1195)
kennedy-lead-text-b: ΟΛΛΟΙ σχολιασταὶ τῶν Ἀμερικανικῶν ἐφημερίδων, καὶ τοῦ παγκοσμίου Τύπου, διαπιστώνουν ὅτι ἡ πολιτικὴ τῶν Κέννεντυ στρέφεται σαφῶς ἐναντίον τοῦ Προέδρου Τζόνσον. xyxy=(589,1241,1177,1282)
mid-brief-text-4: Τηλεγράφημα ἐκ Ἡρακλείου ἀναφέρει ὅτι οἱ παραγωγοὶ σουλτανίνας τῆς Κρήτης ἀντιμετωπίζουν σοβαρὰ προβλήματα διαθέσεως τῆς σοδειᾶς των. xyxy=(304,1246,562,1297)
diplomatic-p4c: ΖΩΗΡΟΤΑΤΑΙ προσπάθειαι καταβάλλονται ἀπὸ τινων ἡμερῶν ὅπως πραγματοποιηθῇ ἡ ἔναρξις διαπραγματεύσεων διὰ τὸν τερματισμὸν τοῦ πολέμου εἰς τὸ Βιετνάμ. Ὁ κ. Χάρριμαν μετέβη εἰς Μόσχαν ὅπου συνεζήτησε μὲ τὸν Σοβιετικὸν Πρωθυπουργὸν κ. Κοσύγκιν. xyxy=(1197,1489,1566,1552)
america-text-6c: ΕΝΑ ἄλλο ζήτημα ἐγγὺς ἐπιβολῆς μιᾶς νέας ἀλλαγῆς εἶναι τὸ φυλετικό. Στὸ 1959 μόνον 5% εἶχαν ἀναφέρει τὴ φυλετικὴ ὡς τὸ πρῶτο πρόβλημα τῆς χώρας. Σήμερα τὸ ποσοστὸ ξεπερνᾶ τὸ 25%. xyxy=(1342,2072,1566,2146)
america-text-6: ΕΝΑ ἄλλο ζήτημα ἐγγὺς ἐπιβολῆς μιᾶς νέας ἀλλαγῆς εἶναι τὸ φυλετικό. Στὸ 1959 μόνον 5% εἶχαν ἀναφέρει τὴ φυλετικὴ ὡς τὸ πρῶτο πρόβλημα τῆς χώρας. Σήμερα τὸ ποσοστὸ ξεπερνᾶ τὸ 25%. xyxy=(1342,1911,1566,1986)
kennedy-subhead-1: ΒΑΣΙΚΗ ΚΑΤΗΓΟΡΙΑ: ΑΚΟΛΟΥΘΕΙ ΤΗΝ xyxy=(850,1177,1125,1192)
diplomatic-p4d: ΙΔΙΑΙΤΕΡΑ σημασία ἀποδίδεται εἰς τὸ γεγονὸς ὅτι ἡ Μόσχα, ἐπειτα ἀπὸ μακρὸν χρονικὸν διάστημα, ἐδέχθη νὰ ἐπαναλάβῃ τὸν διάλογον μὲ τὰς Ἡνωμένας Πολιτείας ἐπὶ τοῦ θέματος τῆς μὴ διαδόσεως τῶν πυρηνικῶν ὅπλων. xyxy=(1197,1557,1566,1607)
editorial-title: ΠΑΤΡΙΩΤΙΣΜΟΝ xyxy=(149,261,455,301)
america-text-5e: ΕΝΑ ἄλλο ζήτημα ἐγγὺς ἐπιβολῆς μιᾶς νέας ἀλλαγῆς εἶναι τὸ φυλετικό. Στὸ 1959 μόνον 5% εἶχαν ἀναφέρει τὴ φυλετικὴ ὡς τὸ πρῶτο πρόβλημα τῆς χώρας. Σήμερα τὸ ποσοστὸ ξεπερνᾶ τὸ 25%. xyxy=(1105,2118,1330,2193)
mid-brief-intro: πραγματικότητα. Τὴν παράδοσιν τῆς κρατικῆς μηχανῆς, τὴν ἀνορθωτικὴν τοῦ κόσμου, τὴν ἀνησυχίαν τῆς κοινῆς γνώμης, τὴν διαφαινομένην ἀπειλὴν ἐκ μέρους τῶν ἐχθρῶν μας, τὴν ἀπειλὴν τῆς οἰκονομικῆς καὶ παραγωγικῆς δραστηριότητος. Ὁ πατριωτισμὸς δὲν εἶναι σύνθημα, εἶναι καθῆκον. Διὰ τοῦτο ἡ ἰστορία κρίνει καὶ κρίνει ψυχρὰ καὶ ἀδέκαστα. Καὶ ὁλοι πρέπει νὰ ἀναλογισθοῦν τὰς εὐθύνας των, ὥστε αἱ ἐπιλογαὶ των νὰ ἐξυπηρετοῦν τὸ συμφέρον τῆς Πατρίδος. xyxy=(304,686,562,823)
cartoon-box xyxy=(577,150,1187,1034)
america-text-6d: Με λίγα λόγια, ἡ μεγάλη πλειοψηφία τῶν Ἀμερικανῶν πιστεύει ὅτι ἡ χώρα τους βρίσκεται σὲ μιὰ περίοδο σημαντικῶν ἀλλαγῶν. Πέντε χρόνια πρὶν, τὸ ἴδιο ποσοστὸ ἦταν πολὺ χαμηλότερο. xyxy=(1342,2152,1566,2227)
america-text-3d: θὰ εἶναι ἀνάγκη, «Οἱ πόλεμοι τελεῖαν τώρα», ἔλεγε ἕνας φοιτητής. Ἡ πλειοψηφία πάντως ἐμπιστεύεται τὸν Πρόεδρο Τζόνσον καὶ πιστεύει ὅτι ἡ Ἀμερικὴ πρέπει νὰ ἐκπληρώσῃ τὰς ὑποχρεώσεις της. xyxy=(610,2014,845,2076)
america-col-1 xyxy=(40,2070,309,2294)
editorial-col-1 xyxy=(40,311,294,688)
diplomatic-body xyxy=(1197,454,1566,1770)
america-col-3 xyxy=(610,1810,845,2294)
diplomatic-p2: ΖΩΗΡΟΤΑΤΑΙ προσπάθειαι καταβάλλονται ἀπὸ τινων ἡμερῶν ὅπως πραγματοποιηθῇ ἡ ἔναρξις διαπραγματεύσεων διὰ τὸν τερματισμὸν τοῦ πολέμου εἰς τὸ Βιετνάμ. Ὁ κ. Χάρριμαν μετέβη εἰς Μόσχαν ὅπου συνεζήτησε μὲ τὸν Σοβιετικὸν Πρωθυπουργὸν κ. Κοσύγκιν. xyxy=(1197,836,1566,898)
kennedy-text-1b: ΝΕΑ ΥΟΡΚΗ, Ἰούλιος.—Αἱ ἐκλογαὶ τῆς 8ης Νοεμβρίου 1968 ἀποτελοῦν τὸν στόχον τῶν Κέννεντυ. Οἱ δύο ἀδελφοί, ὁ γερουσιαστὴς Ρόμπερτ Κέννεντυ καὶ ὁ γερουσιαστὴς Ἔντουαρντ Κέννεντυ, ἀμφισβητοῦν ἀνοικτὰ τὴν πολιτικὴν τοῦ Προέδρου Τζόνσον, κυρίως ὅσον ἀφορᾷ τὸ Βιετνάμ. xyxy=(589,1361,873,1436)
diplomatic-p2c: ΙΔΙΑΙΤΕΡΑ σημασία ἀποδίδεται εἰς τὸ γεγονὸς ὅτι ἡ Μόσχα, ἐπειτα ἀπὸ μακρὸν χρονικὸν διάστημα, ἐδέχθη νὰ ἐπαναλάβῃ τὸν διάλογον μὲ τὰς Ἡνωμένας Πολιτείας ἐπὶ τοῦ θέματος τῆς μὴ διαδόσεως τῶν πυρηνικῶν ὅπλων. xyxy=(1197,971,1566,1021)
america-lead-text-b: ΑΜΕΡΙΚΗ ἀνησυχεῖ τοὺς Ἀμερικανούς. Στὴν ἐποχὴ ποὺ ἀπὸ Βιετνάμ, τὸν ἀγῶνα ἐναντίον τῆς πενίας, καὶ τὰς φυλετικὰς διακρίσεις, ὁ Ἀμερικανὸς πολίτης προβληματίζεται ὅσο ποτὲ ἄλλοτε. xyxy=(40,2013,598,2072)
america-text-1b: Ἀπὸ ἀρχῆς τοῦ, στὶς 10 Μαΐου, μιὰ περίοδο μετάβασης ἄρχισε στὸ «Ἔθνος τῆς Νέας Ὑόρκης». Τὸ ὀπτικὸ τῆς «Νέας Ὑόρκης Ταῖμς» ἀνέθεσε σὲ σειρὰ ἐπιστημόνων τὴν διεξαγωγὴ εὐρείας ἐρεύνης γιὰ τὴν γνώμη τοῦ Ἀμερικανοῦ πολίτη ἐπὶ τῶν σημερινῶν προβλημάτων. xyxy=(40,2149,309,2224)
diplomatic-summary: Κυπριακὴ προσφυγὴ εἰς τὰ Ἡνωμένα Ἔθνη.—Ἀπάντησις τῆς Λευκωσίας εἰς ψευδοκατηγορίας τῶν Τουρκοκυπρίων.—Διπλωματικὴ πρωτοβουλία διὰ τὴν ἐξεύρεσιν εἰρηνικοῦ διακανονισμοῦ εἰς τὸ Βιετνάμ.—Ἡ ἀποστολὴ τοῦ κ. Χάρριμαν εἰς Μόσχαν.—Αἱ ἀγγλικαὶ προσπάθειαι.—Ἡ ἐπανάληψις τοῦ ἀμερικανοσοβιετικοῦ διαλόγου.—Τὸ θέμα τῆς διαδόσεως τῶν πυρηνικῶν ὅπλων. xyxy=(1207,284,1556,392)
separator-stars-3: ★ ★ ★ xyxy=(1357,1360,1406,1371)
america-headline-2: ὑπὸ «ἀκτινοσκόπησιν» xyxy=(54,1880,585,1927)
brief-head-4: Η ΕΠΕΚΤΑΣΙΣ ΤΩΝ ΣΥΝΑΛΛΑΓΩΝ xyxy=(40,1260,233,1272)
america-col-5 xyxy=(1105,1810,1330,2294)
